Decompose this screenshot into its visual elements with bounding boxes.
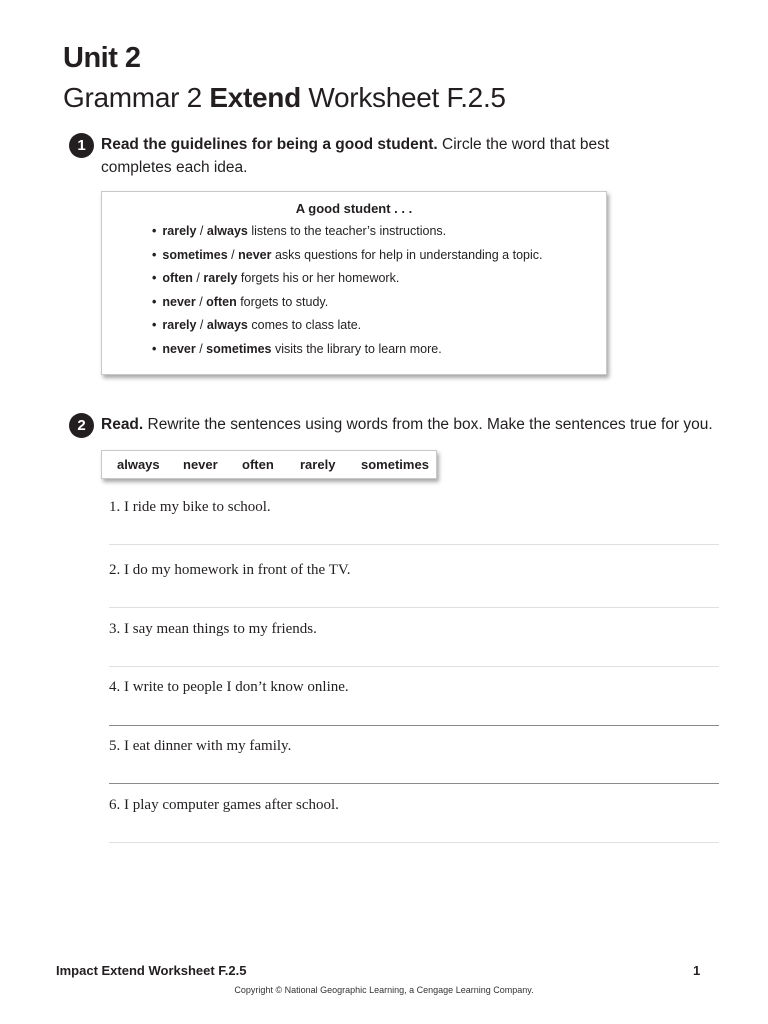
item-text: listens to the teacher’s instructions. — [247, 224, 447, 238]
exercise-2-instruction-bold: Read. — [101, 416, 144, 433]
exercise-1-instruction — [101, 133, 681, 179]
sentence-2: 2. I do my homework in front of the TV. — [109, 562, 351, 578]
good-student-box — [101, 191, 607, 375]
bullet-icon: • — [152, 294, 157, 309]
list-item: • rarely / always listens to the teacher’s instructions. — [152, 224, 447, 238]
list-item: • sometimes / never asks questions for help in understanding a topic. — [152, 247, 543, 262]
answer-line-5[interactable] — [109, 783, 719, 784]
option-word[interactable]: rarely — [162, 318, 197, 332]
word-box-item: rarely — [300, 457, 336, 472]
sentence-1: 1. I ride my bike to school. — [109, 499, 271, 515]
sentence-3: 3. I say mean things to my friends. — [109, 621, 317, 637]
bullet-icon: • — [152, 247, 157, 262]
exercise-2-instruction-rest: Rewrite the sentences using words from the box. Make the sentences true for you. — [143, 416, 713, 433]
exercise-1-instruction-rest: Circle the word that best completes each idea. — [101, 136, 610, 176]
bullet-icon: • — [152, 224, 157, 238]
answer-line-4[interactable] — [109, 725, 719, 726]
option-word[interactable]: always — [206, 224, 248, 238]
word-box-item: never — [183, 457, 218, 472]
word-box-item: often — [242, 457, 274, 472]
item-text: forgets to study. — [236, 294, 329, 309]
option-word[interactable]: sometimes — [206, 341, 272, 356]
option-word[interactable]: always — [206, 318, 248, 332]
exercise-1-number: 1 — [69, 133, 94, 158]
list-item: • never / often forgets to study. — [152, 294, 329, 309]
answer-line-3[interactable] — [109, 666, 719, 667]
option-word[interactable]: sometimes — [162, 247, 228, 262]
sentence-4: 4. I write to people I don’t know online. — [109, 679, 349, 695]
option-word[interactable]: often — [206, 294, 237, 309]
sentence-5: 5. I eat dinner with my family. — [109, 738, 292, 754]
item-text: asks questions for help in understanding a topic. — [271, 247, 543, 262]
option-word[interactable]: rarely — [162, 224, 197, 238]
title-suffix: Worksheet F.2.5 — [300, 82, 506, 113]
unit-heading: Unit 2 — [63, 42, 141, 74]
option-word[interactable]: never — [238, 247, 272, 262]
list-item: • never / sometimes visits the library to learn more. — [152, 341, 442, 356]
bullet-icon: • — [152, 341, 157, 356]
option-word[interactable]: never — [162, 294, 196, 309]
item-text: comes to class late. — [247, 318, 362, 332]
sentence-6: 6. I play computer games after school. — [109, 797, 339, 813]
item-text: forgets his or her homework. — [237, 271, 400, 285]
option-word[interactable]: often — [162, 271, 193, 285]
bullet-icon: • — [152, 271, 157, 285]
word-box-item: always — [117, 457, 160, 472]
option-word[interactable]: rarely — [203, 271, 238, 285]
answer-line-2[interactable] — [109, 607, 719, 608]
item-text: visits the library to learn more. — [271, 341, 442, 356]
bullet-icon: • — [152, 318, 157, 332]
copyright-notice: Copyright © National Geographic Learning, a Cengage Learning Company. — [234, 985, 534, 995]
list-item: • often / rarely forgets his or her homework. — [152, 271, 400, 285]
word-box — [101, 450, 437, 479]
title-prefix: Grammar 2 — [63, 82, 210, 113]
good-student-box-title: A good student . . . — [295, 201, 413, 216]
word-box-item: sometimes — [361, 457, 429, 472]
exercise-1-instruction-bold: Read the guidelines for being a good student. — [101, 136, 438, 153]
page-title — [63, 82, 506, 114]
exercise-2-instruction — [101, 413, 721, 436]
footer-title: Impact Extend Worksheet F.2.5 — [56, 963, 247, 978]
page-number: 1 — [693, 963, 701, 978]
answer-line-6[interactable] — [109, 842, 719, 843]
good-student-list — [152, 220, 606, 361]
exercise-2-number: 2 — [69, 413, 94, 438]
list-item: • rarely / always comes to class late. — [152, 318, 362, 332]
option-word[interactable]: never — [162, 341, 196, 356]
title-bold: Extend — [209, 82, 301, 113]
answer-line-1[interactable] — [109, 544, 719, 545]
